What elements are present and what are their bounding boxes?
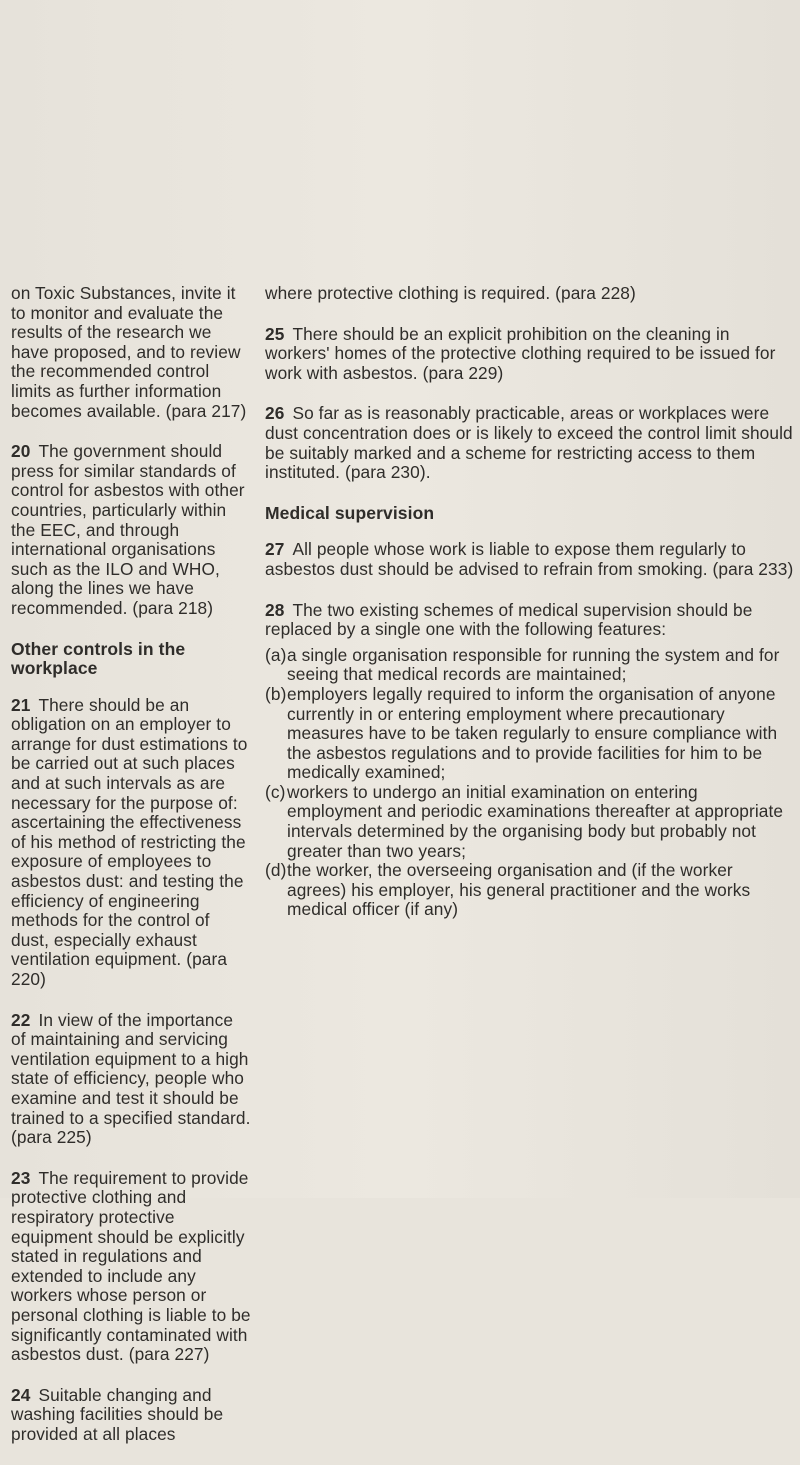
list-item-label: (c) — [265, 781, 286, 802]
list-item-text: the worker, the overseeing organisation and (if the worker agrees) his employer, his general practitioner and the works medical officer (if any) — [287, 860, 751, 920]
paragraph-number: 28 — [265, 599, 285, 620]
paragraph-25 — [265, 325, 795, 384]
paragraph-text: All people whose work is liable to expose them regularly to asbestos dust should be advised to refrain from smoking. (para 233) — [265, 539, 794, 579]
list-item-label: (b) — [265, 683, 287, 704]
paragraph-number: 25 — [265, 323, 285, 344]
paragraph-text: The government should press for similar standards of control for asbestos with other countries, particularly within the EEC, and through international organisations such as the ILO and WHO, along the lines we have recommended. (para 218) — [11, 441, 245, 618]
right-column — [265, 284, 795, 920]
paragraph-27 — [265, 540, 795, 579]
list-item-d — [265, 861, 795, 920]
section-heading-medical-supervision: Medical supervision — [265, 502, 435, 523]
paragraph-number: 21 — [11, 694, 31, 715]
paragraph-19-continued: on Toxic Substances, invite it to monitor and evaluate the results of the research we have proposed, and to review the recommended control limits as further information becomes available. (para 217) — [11, 283, 247, 421]
paragraph-number: 22 — [11, 1009, 31, 1030]
paragraph-text: The requirement to provide protective clothing and respiratory protective equipment should be explicitly stated in regulations and extended to include any workers whose person or personal clothing is liable to be significantly contaminated with asbestos dust. (para 227) — [11, 1167, 251, 1365]
list-item-c — [265, 783, 795, 861]
paragraph-text: There should be an explicit prohibition on the cleaning in workers' homes of the protective clothing required to be issued for work with asbestos. (para 229) — [265, 323, 776, 383]
list-item-label: (d) — [265, 860, 287, 881]
paragraph-23 — [11, 1169, 251, 1365]
paragraph-28 — [265, 601, 795, 640]
paragraph-number: 23 — [11, 1167, 31, 1188]
paragraph-21 — [11, 696, 251, 990]
list-item-text: employers legally required to inform the organisation of anyone currently in or entering employment where precautionary measures have to be taken regularly to ensure compliance with the asbestos regulations and to provide facilities for him to be medically examined; — [287, 683, 778, 783]
paragraph-20 — [11, 442, 251, 618]
paragraph-text: The two existing schemes of medical supervision should be replaced by a single one with the following features: — [265, 599, 753, 640]
paragraph-number: 24 — [11, 1384, 31, 1405]
paragraph-text: Suitable changing and washing facilities should be provided at all places — [11, 1384, 224, 1444]
list-item-label: (a) — [265, 644, 287, 665]
list-item-text: a single organisation responsible for running the system and for seeing that medical records are maintained; — [287, 644, 780, 685]
list-item-b — [265, 685, 795, 783]
paragraph-number: 27 — [265, 539, 285, 560]
paragraph-text: In view of the importance of maintaining and servicing ventilation equipment to a high state of efficiency, people who examine and test it should be trained to a specified standard. (para 225) — [11, 1009, 251, 1148]
paragraph-24-continued: where protective clothing is required. (para 228) — [265, 283, 636, 303]
paragraph-24 — [11, 1386, 251, 1445]
left-column — [11, 284, 251, 1465]
paragraph-text: So far as is reasonably practicable, areas or workplaces were dust concentration does or is likely to exceed the control limit should be suitably marked and a scheme for restricting access to them instituted. (para 230). — [265, 403, 793, 483]
list-item-text: workers to undergo an initial examination on entering employment and periodic examinations thereafter at appropriate intervals determined by the organising body but probably not greater than two years; — [287, 781, 784, 861]
paragraph-number: 20 — [11, 441, 31, 462]
list-item-a — [265, 646, 795, 685]
section-heading-other-controls: Other controls in the workplace — [11, 638, 186, 679]
paragraph-26 — [265, 404, 795, 482]
paragraph-number: 26 — [265, 403, 285, 424]
paragraph-text: There should be an obligation on an employer to arrange for dust estimations to be carried out at such places and at such intervals as are necessary for the purpose of: ascertaining the effectiveness of his method of restricting the exposure of employees to asbestos dust: and testing the efficiency of engineering methods for the control of dust, especially exhaust ventilation equipment. (para 220) — [11, 694, 248, 989]
paragraph-22 — [11, 1011, 251, 1148]
